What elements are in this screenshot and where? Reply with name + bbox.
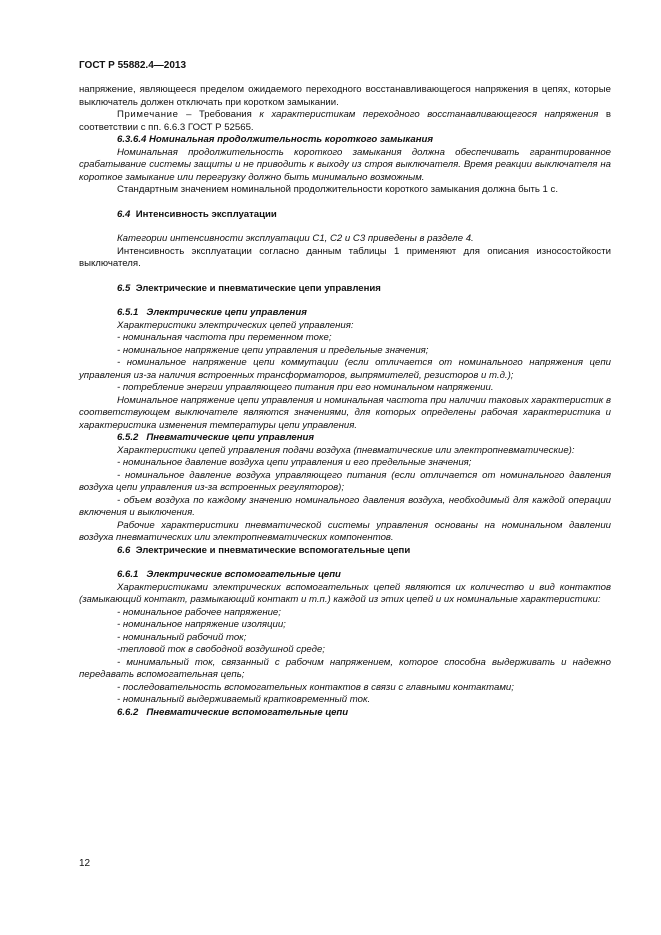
note-tail: в соответствии с пп. 6.6.3 ГОСТ Р 52565.: [79, 109, 611, 133]
section-title: Электрические и пневматические вспомогательные цепи: [135, 544, 411, 556]
note-text: к характеристикам переходного восстанавливающегося напряжения: [259, 109, 599, 120]
paragraph: Характеристики электрических цепей управления:: [117, 319, 354, 331]
list-item: -тепловой ток в свободной воздушной среде;: [117, 644, 325, 655]
list-item: - номинальное напряжение цепи управления и предельные значения;: [117, 344, 429, 356]
document-header: ГОСТ Р 55882.4—2013: [79, 60, 187, 71]
subsection-heading-6-6-2: 6.6.2 Пневматические вспомогательные цепи: [117, 706, 349, 718]
list-item: - объем воздуха по каждому значению номинального давления воздуха, необходимый для каждой операции включения и выключения.: [79, 494, 611, 518]
list-item: - потребление энергии управляющего питания при его номинальном напряжении.: [117, 382, 494, 393]
list-item: - минимальный ток, связанный с рабочим напряжением, которое способна выдерживать и надежно передавать вспомогательная цепь;: [79, 656, 611, 680]
paragraph: Рабочие характеристики пневматической системы управления основаны на номинальном давлении воздуха пневматических или электропневматических компонентов.: [79, 519, 611, 543]
note-label: Примечание: [117, 109, 179, 120]
section-title: Электрические и пневматические цепи управления: [135, 282, 381, 294]
section-title: Интенсивность эксплуатации: [135, 208, 277, 220]
paragraph: Интенсивность эксплуатации согласно данным таблицы 1 применяют для описания износостойкости выключателя.: [79, 245, 611, 269]
list-item: - последовательность вспомогательных контактов в связи с главными контактами;: [117, 681, 514, 693]
list-item: - номинальный рабочий ток;: [117, 631, 247, 643]
paragraph: Номинальная продолжительность короткого замыкания должна обеспечивать гарантированное срабатывание системы защиты и не приводить к выходу из строя выключателя. Время реакции выключателя на короткое замыкание или перегрузку должно быть минимально возможным.: [79, 146, 611, 183]
section-heading-6-4: [79, 209, 611, 222]
note: [79, 109, 611, 134]
section-number: 6.6: [117, 544, 131, 556]
page-number: 12: [79, 858, 91, 869]
note-dash: – Требования: [178, 109, 260, 120]
paragraph: Номинальное напряжение цепи управления и номинальная частота при наличии таковых характеристик в соответствующем выключателе являются значениями, для которых определены рабочая характеристика и характеристика изменения температуры цепи управления.: [79, 394, 611, 431]
subsection-heading-6-5-1: 6.5.1 Электрические цепи управления: [117, 307, 307, 318]
section-heading-6-6: [79, 545, 611, 558]
document-body: [79, 84, 611, 719]
subsection-heading-6-6-1: 6.6.1 Электрические вспомогательные цепи: [117, 569, 341, 580]
subsection-heading-6-5-2: 6.5.2 Пневматические цепи управления: [117, 432, 315, 443]
section-heading-6-5: [79, 283, 611, 296]
list-item: - номинальное давление воздуха управляющего питания (если отличается от номинального давления воздуха цепи управления из-за встроенных регуляторов);: [79, 469, 611, 493]
list-item: - номинальная частота при переменном токе;: [117, 332, 332, 343]
paragraph: Характеристики цепей управления подачи воздуха (пневматические или электропневматические):: [117, 444, 575, 456]
section-number: 6.5: [117, 282, 131, 294]
paragraph: Стандартным значением номинальной продолжительности короткого замыкания должна быть 1 с.: [117, 184, 559, 195]
list-item: - номинальное рабочее напряжение;: [117, 606, 281, 618]
list-item: - номинальное напряжение изоляции;: [117, 619, 286, 630]
list-item: - номинальный выдерживаемый кратковременный ток.: [117, 694, 371, 705]
section-number: 6.4: [117, 208, 131, 220]
subsection-heading-6-3-6-4: 6.3.6.4 Номинальная продолжительность короткого замыкания: [117, 134, 434, 145]
paragraph: напряжение, являющееся пределом ожидаемого переходного восстанавливающегося напряжения в цепях, которые выключатель должен отключать при коротком замыкании.: [79, 84, 611, 108]
list-item: - номинальное давление воздуха цепи управления и его предельные значения;: [117, 457, 472, 468]
list-item: - номинальное напряжение цепи коммутации (если отличается от номинального напряжения цепи управления из-за наличия встроенных трансформаторов, выпрямителей, резисторов и т.д.);: [79, 357, 611, 381]
paragraph: Категории интенсивности эксплуатации С1, С2 и С3 приведены в разделе 4.: [117, 233, 474, 244]
paragraph: Характеристиками электрических вспомогательных цепей являются их количество и вид контактов (замыкающий контакт, размыкающий контакт и т.п.) каждой из этих цепей и их номинальные характеристики:: [79, 581, 611, 605]
